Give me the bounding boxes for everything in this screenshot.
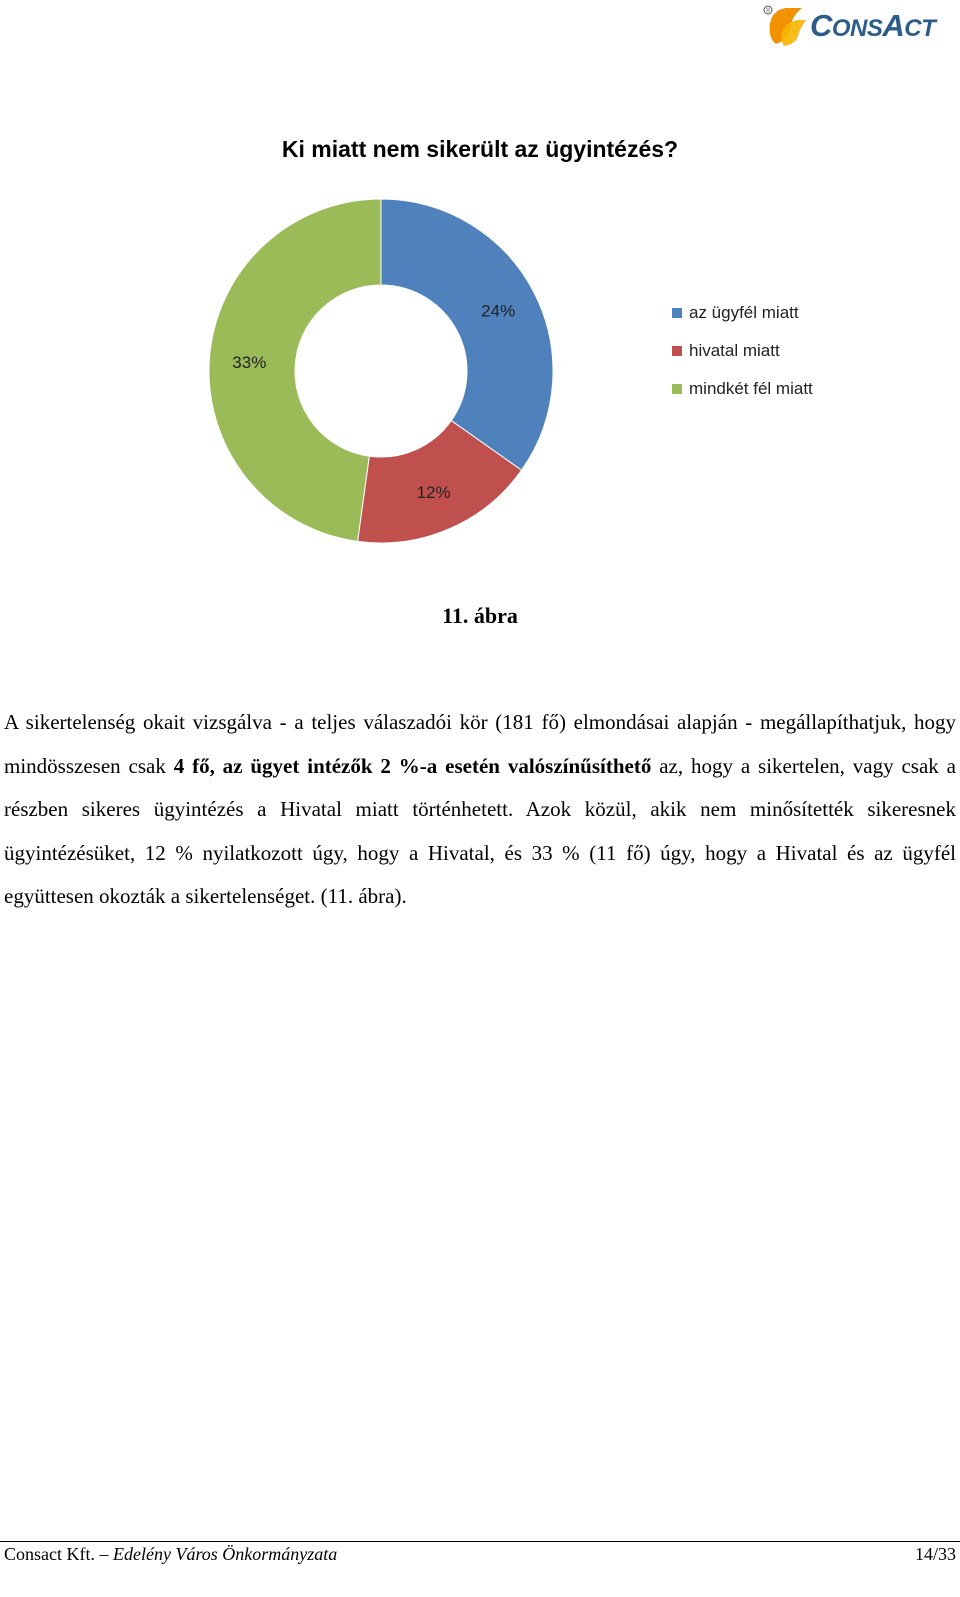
footer-divider bbox=[0, 1541, 960, 1542]
legend-item-ugyfel bbox=[672, 294, 813, 332]
logo-letters-ons: ONS bbox=[831, 15, 883, 42]
slice-mindket-fel-miatt-label: 33% bbox=[232, 352, 267, 372]
legend-item-mindket bbox=[672, 370, 813, 408]
chart-title: Ki miatt nem sikerült az ügyintézés? bbox=[281, 136, 679, 162]
page-footer bbox=[4, 1544, 956, 1565]
body-text-bold: 4 fő, az ügyet intézők 2 %-a esetén valószínűsíthető bbox=[173, 753, 652, 778]
registered-mark: ® bbox=[765, 8, 771, 15]
consact-logo bbox=[762, 2, 942, 50]
chart-legend bbox=[672, 294, 813, 408]
slice-az-ugyfel-miatt-label: 24% bbox=[481, 301, 516, 321]
body-text-part2: az, hogy a sikertelen, vagy csak a részben sikeres ügyintézés a Hivatal miatt történhetett. Azok közül, akik nem minősítették sikeresnek ügyintézésüket, 12 % nyilatkozott úgy, hogy a Hivatal, és 33 % (11 fő) úgy, hogy a Hivatal és az ügyfél együttesen okozták a sikertelenséget. (11. ábra). bbox=[4, 753, 956, 908]
donut-chart bbox=[0, 190, 960, 560]
footer-client: Edelény Város Önkormányzata bbox=[112, 1544, 338, 1564]
footer-company: Consact Kft. – bbox=[4, 1544, 113, 1564]
legend-label: hivatal miatt bbox=[689, 341, 780, 360]
legend-swatch bbox=[672, 346, 682, 356]
legend-label: az ügyfél miatt bbox=[689, 303, 799, 322]
logo-mark-icon bbox=[762, 2, 810, 48]
slice-az-ugyfel-miatt bbox=[381, 199, 553, 470]
legend-label: mindkét fél miatt bbox=[689, 379, 813, 398]
logo-letter-c: C bbox=[810, 8, 832, 43]
legend-swatch bbox=[672, 308, 682, 318]
body-paragraph bbox=[4, 701, 956, 919]
footer-source bbox=[4, 1544, 337, 1565]
logo-wordmark bbox=[810, 8, 935, 44]
slice-hivatal-miatt-label: 12% bbox=[416, 483, 451, 503]
page-number: 14/33 bbox=[914, 1544, 956, 1564]
legend-swatch bbox=[672, 384, 682, 394]
legend-item-hivatal bbox=[672, 332, 813, 370]
figure-caption: 11. ábra bbox=[442, 603, 518, 628]
logo-letter-a: A bbox=[882, 8, 905, 43]
body-text-part1: A sikertelenség okait vizsgálva - a teljes válaszadói kör (181 fő) elmondásai alapján - megállapíthatjuk, hogy mindösszesen csak bbox=[4, 710, 956, 778]
logo-letters-ct: CT bbox=[904, 15, 936, 42]
